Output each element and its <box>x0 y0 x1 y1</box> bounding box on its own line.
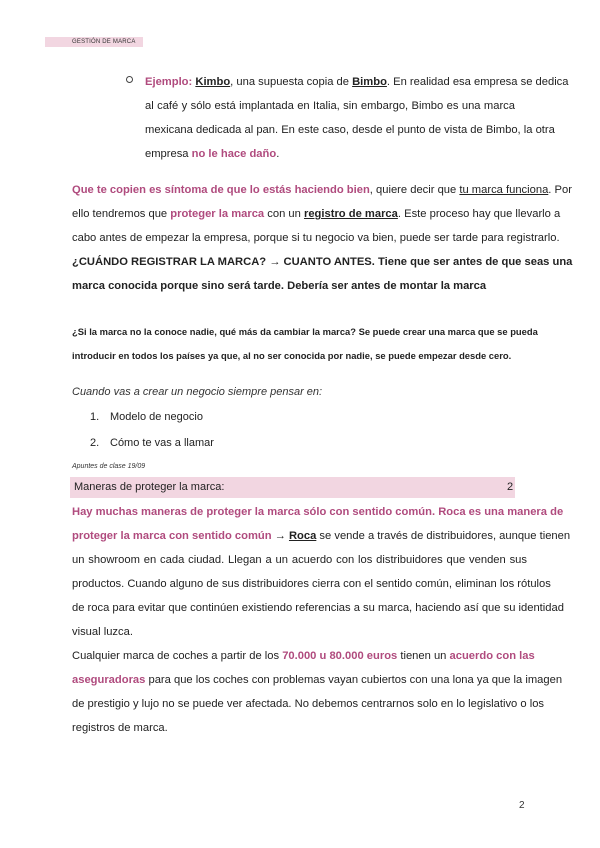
p2-line-1: Hay muchas maneras de proteger la marca sólo con sentido común. Roca es una manera de <box>72 506 564 518</box>
bullet-line-2: al café y sólo está implantada en Italia, sin embargo, Bimbo es una marca <box>145 100 515 112</box>
copy-paragraph <box>72 178 573 298</box>
class-notes-date: Apuntes de clase 19/09 <box>72 463 146 470</box>
question-paragraph <box>72 320 538 368</box>
p2-line-10: registros de marca. <box>72 722 168 734</box>
example-bullet <box>145 70 569 166</box>
p2-line-7: Cualquier marca de coches a partir de los 70.000 u 80.000 euros tienen un acuerdo con las <box>72 650 535 662</box>
bullet-line-1: Ejemplo: Kimbo, una supuesta copia de Bimbo. En realidad esa empresa se dedica <box>145 76 569 88</box>
p2-line-6: visual luzca. <box>72 626 133 638</box>
p2-line-9: de prestigio y lujo no se puede ver afectada. No debemos centrarnos solo en lo legislativo o los <box>72 698 545 710</box>
list-item: 2. Cómo te vas a llamar <box>90 437 214 449</box>
circle-bullet-icon <box>126 76 133 83</box>
p1-line-1: Que te copien es síntoma de que lo estás haciendo bien, quiere decir que tu marca funciona. Por <box>72 184 572 196</box>
p2-line-3: un showroom en cada ciudad. Llegan a un acuerdo con los distribuidores que venden sus <box>72 554 527 566</box>
question-line-1: ¿Si la marca no la conoce nadie, qué más da cambiar la marca? Se puede crear una marca que se pueda <box>72 326 538 337</box>
p2-line-8: aseguradoras para que los coches con problemas vayan cubiertos con una lona ya que la imagen <box>72 674 563 686</box>
protect-paragraph <box>72 500 571 740</box>
p2-line-5: de roca para evitar que continúen existiendo referencias a su marca, haciendo así que su identidad <box>72 602 564 614</box>
p1-line-3: cabo antes de empezar la empresa, porque si tu negocio va bien, puede ser tarde para registrarlo. <box>72 232 560 244</box>
numbered-list <box>90 404 214 456</box>
section-number: 2 <box>507 481 514 493</box>
p1-line-4: ¿CUÁNDO REGISTRAR LA MARCA? → CUANTO ANTES. Tiene que ser antes de que seas una <box>72 256 573 268</box>
p2-line-4: productos. Cuando alguno de sus distribuidores cierra con el sentido común, eliminan los rótulos <box>72 578 551 590</box>
list-item: 1. Modelo de negocio <box>90 411 203 423</box>
p1-line-2: ello tendremos que proteger la marca con un registro de marca. Este proceso hay que llevarlo a <box>72 208 561 220</box>
question-line-2: introducir en todos los países ya que, al no ser conocida por nadie, se puede empezar desde cero. <box>72 350 512 361</box>
p2-line-2: proteger la marca con sentido común → Roca se vende a través de distribuidores, aunque tienen <box>72 530 571 542</box>
header-title: GESTIÓN DE MARCA <box>72 39 136 45</box>
page-number: 2 <box>519 800 525 811</box>
list-intro: Cuando vas a crear un negocio siempre pensar en: <box>72 386 323 398</box>
bullet-line-4: empresa no le hace daño. <box>145 148 280 160</box>
section-title: Maneras de proteger la marca: <box>74 481 225 493</box>
bullet-line-3: mexicana dedicada al pan. En este caso, desde el punto de vista de Bimbo, la otra <box>145 124 555 136</box>
p1-line-5: marca conocida porque sino será tarde. Debería ser antes de montar la marca <box>72 280 487 292</box>
